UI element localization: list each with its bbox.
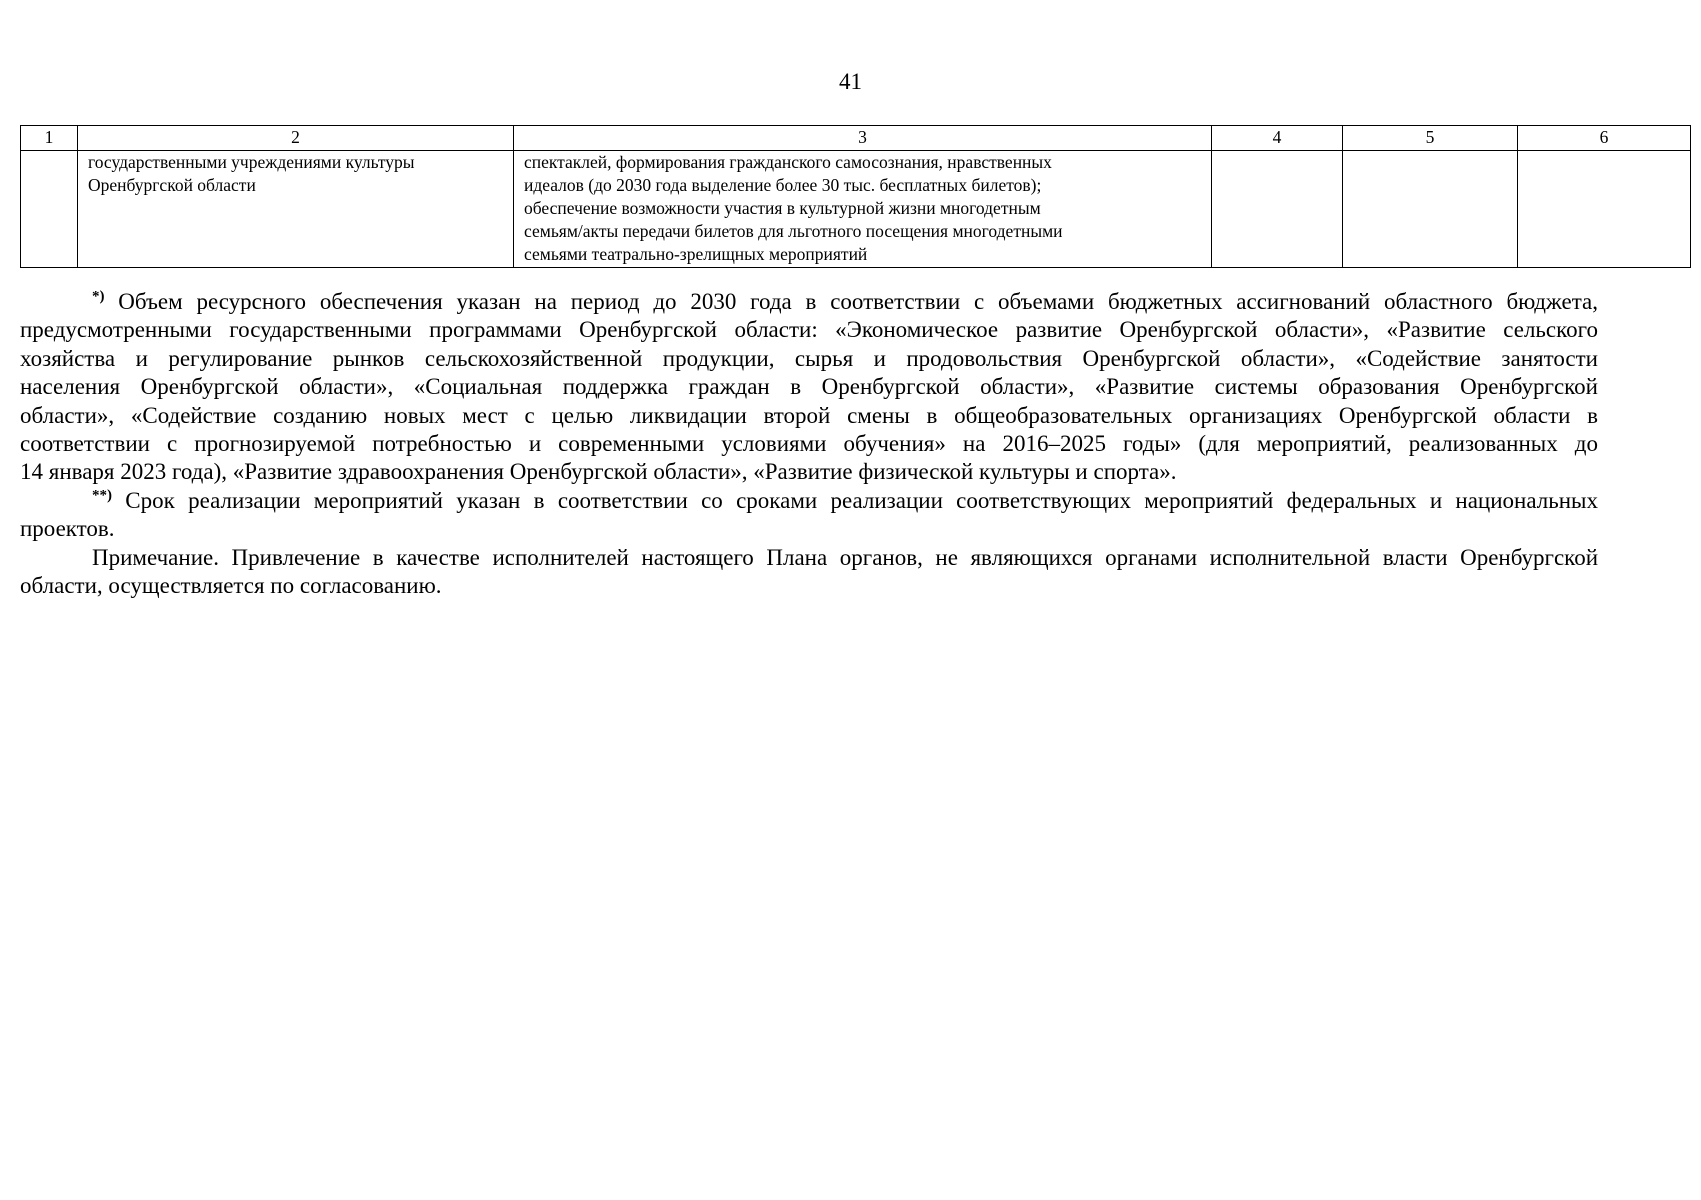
description-line: семьям/акты передачи билетов для льготного посещения многодетными — [524, 221, 1063, 241]
footnote-1-mark: *) — [92, 288, 105, 305]
cell-col5 — [1343, 151, 1518, 268]
cell-executor — [78, 151, 514, 268]
table-header-row — [21, 126, 1691, 151]
column-header-6: 6 — [1518, 126, 1691, 151]
remark-line: Примечание. Привлечение в качестве исполнителей настоящего Плана органов, не являющихся органами исполнительной власти Оренбургской — [92, 544, 1598, 570]
column-header-5: 5 — [1343, 126, 1518, 151]
column-header-3: 3 — [514, 126, 1212, 151]
table-row — [21, 151, 1691, 268]
description-line: идеалов (до 2030 года выделение более 30 тыс. бесплатных билетов); — [524, 175, 1042, 195]
description-line: обеспечение возможности участия в культурной жизни многодетным — [524, 198, 1041, 218]
column-header-4: 4 — [1212, 126, 1343, 151]
footnote-1-line: соответствии с прогнозируемой потребностью и современными условиями обучения» на 2016–2025 годы» (для мероприятий, реализованных до — [20, 431, 1598, 457]
notes-section — [20, 288, 1598, 600]
page-number: 41 — [839, 69, 862, 94]
footnote-1-line: хозяйства и регулирование рынков сельскохозяйственной продукции, сырья и продовольствия Оренбургской области», «Содействие занятости — [20, 345, 1598, 371]
cell-col6 — [1518, 151, 1691, 268]
plan-table — [20, 125, 1691, 268]
executor-line: Оренбургской области — [88, 175, 256, 195]
footnote-1-line: населения Оренбургской области», «Социальная поддержка граждан в Оренбургской области», «Развитие системы образования Оренбургской — [20, 374, 1598, 400]
footnote-2-line: проектов. — [20, 516, 115, 542]
footnote-1-line: предусмотренными государственными программами Оренбургской области: «Экономическое развитие Оренбургской области», «Развитие сельского — [20, 317, 1598, 343]
executor-line: государственными учреждениями культуры — [88, 152, 415, 172]
cell-number — [21, 151, 78, 268]
footnote-1-line: *) Объем ресурсного обеспечения указан на период до 2030 года в соответствии с объемами бюджетных ассигнований областного бюджета, — [92, 288, 1598, 314]
footnote-2-line: **) Срок реализации мероприятий указан в соответствии со сроками реализации соответствующих мероприятий федеральных и национальных — [92, 487, 1599, 513]
column-header-2: 2 — [78, 126, 514, 151]
footnote-2 — [20, 487, 1598, 544]
footnote-1-line: области», «Содействие созданию новых мест с целью ликвидации второй смены в общеобразовательных организациях Оренбургской области в — [20, 402, 1598, 428]
footnote-2-mark: **) — [92, 487, 112, 504]
footnote-1 — [20, 288, 1598, 487]
footnote-1-line: 14 января 2023 года), «Развитие здравоохранения Оренбургской области», «Развитие физической культуры и спорта». — [20, 459, 1177, 485]
remark — [20, 544, 1598, 601]
cell-col4 — [1212, 151, 1343, 268]
description-line: спектаклей, формирования гражданского самосознания, нравственных — [524, 152, 1052, 172]
cell-description — [514, 151, 1212, 268]
column-header-1: 1 — [21, 126, 78, 151]
remark-line: области, осуществляется по согласованию. — [20, 573, 442, 599]
description-line: семьями театрально-зрелищных мероприятий — [524, 244, 868, 264]
